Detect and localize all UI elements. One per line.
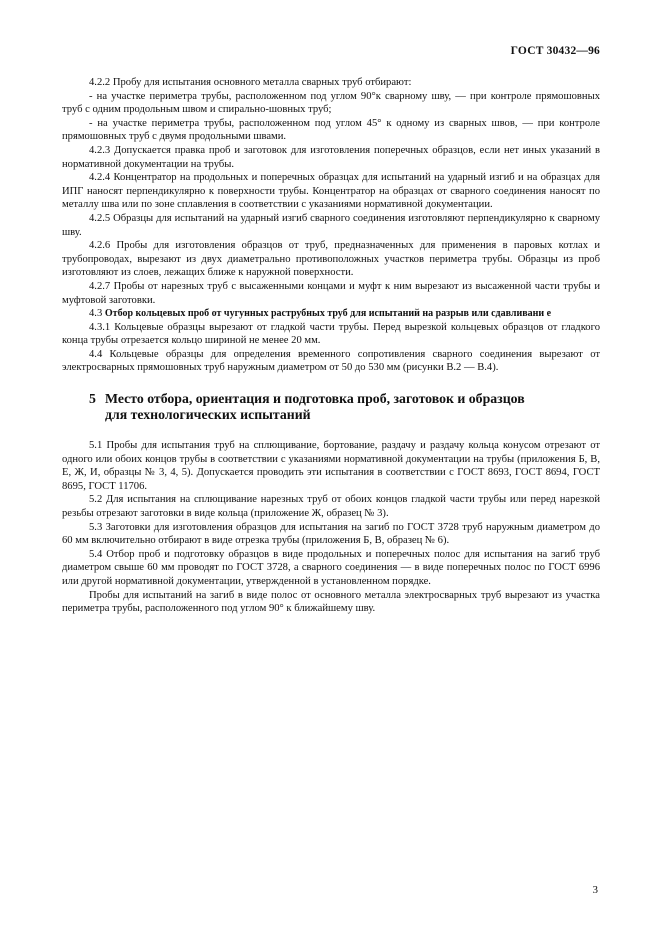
paragraph-4-2-3: 4.2.3 Допускается правка проб и заготовок для изготовления поперечных образцов, если нет иных указаний в нормативной документации на трубы. [62,144,600,170]
list-item-90-degrees: - на участке периметра трубы, расположенном под углом 90°к сварному шву, — при контроле прямошовных труб с одним продольным швом и спирально-шовных труб; [62,90,600,116]
section-5-title-line2: для технологических испытаний [105,407,311,423]
subsection-4-3-number: 4.3 [89,308,103,320]
paragraph-5-1: 5.1 Пробы для испытания труб на сплющивание, бортование, раздачу и раздачу кольца конусом отрезают от одного или обоих концов трубы в соответствии с указаниями нормативной документации на трубы (приложения Б, В, Е, Ж, И, образцы № 3, 4, 5). Допускается проводить эти испытания в соответствии с ГОСТ 8693, ГОСТ 8694, ГОСТ 8695, ГОСТ 11706. [62,440,600,492]
paragraph-4-2-7: 4.2.7 Пробы от нарезных труб с высаженными концами и муфт к ним вырезают из высаженной части трубы и муфтовой заготовки. [62,280,600,306]
list-item-45-degrees: - на участке периметра трубы, расположенном под углом 45° к одному из сварных швов, — при контроле прямошовных труб с двумя продольными швами. [62,117,600,143]
paragraph-5-4: 5.4 Отбор проб и подготовку образцов в виде продольных и поперечных полос для испытания на загиб труб диаметром свыше 60 мм проводят по ГОСТ 3728, а сварного соединения — в виде поперечных полос по ГОСТ 6996 или другой нормативной документации, утвержденной в установленном порядке. [62,548,600,587]
paragraph-4-2-2: 4.2.2 Пробу для испытания основного металла сварных труб отбирают: [89,77,412,88]
paragraph-bend-strips: Пробы для испытаний на загиб в виде полос от основного металла электросварных труб вырезают из участка периметра трубы, расположенного под углом 90° к ближайшему шву. [62,589,600,615]
subsection-4-3-title: Отбор кольцевых проб от чугунных раструбных труб для испытаний на разрыв или сдавливани е [104,308,552,320]
subsection-4-3 [62,307,600,321]
page-number: 3 [592,884,598,896]
document-body [62,76,600,616]
paragraph-5-2: 5.2 Для испытания на сплющивание нарезных труб от обоих концов гладкой части трубы или перед нарезкой резьбы отрезают заготовки в виде кольца (приложение Ж, образец № 3). [62,494,600,520]
paragraph-4-3-1: 4.3.1 Кольцевые образцы вырезают от гладкой части трубы. Перед вырезкой кольцевых образцов от гладкого конца трубы отрезается кольцо шириной не менее 20 мм. [62,321,600,347]
section-5-number: 5 [89,391,96,407]
paragraph-5-3: 5.3 Заготовки для изготовления образцов для испытания на загиб по ГОСТ 3728 труб наружным диаметром до 60 мм включительно отбирают в виде отрезка трубы (приложения Б, В, образец № 6). [62,521,600,547]
paragraph-4-2-4: 4.2.4 Концентратор на продольных и поперечных образцах для испытаний на ударный изгиб и на образцах для ИПГ наносят перпендикулярно к поверхности трубы. Концентратор на образцах от сварного соединения наносят по металлу шва или по зоне сплавления в соответствии с указаниями нормативной документации. [62,172,600,211]
paragraph-4-2-5: 4.2.5 Образцы для испытаний на ударный изгиб сварного соединения изготовляют перпендикулярно к сварному шву. [62,212,600,238]
paragraph-4-2-6: 4.2.6 Пробы для изготовления образцов от труб, предназначенных для применения в паровых котлах и трубопроводах, вырезают из двух диаметрально противоположных участков периметра трубы. Образцы из проб изготовляют из слоев, лежащих ближе к наружной поверхности. [62,240,600,279]
document-header: ГОСТ 30432—96 [510,45,600,57]
section-5-heading [89,391,600,423]
section-5-title-line1: Место отбора, ориентация и подготовка проб, заготовок и образцов [105,391,525,407]
paragraph-4-4: 4.4 Кольцевые образцы для определения временного сопротивления сварного соединения вырезают от электросварных прямошовных труб наружным диаметром от 50 до 530 мм (рисунки В.2 — В.4). [62,348,600,374]
